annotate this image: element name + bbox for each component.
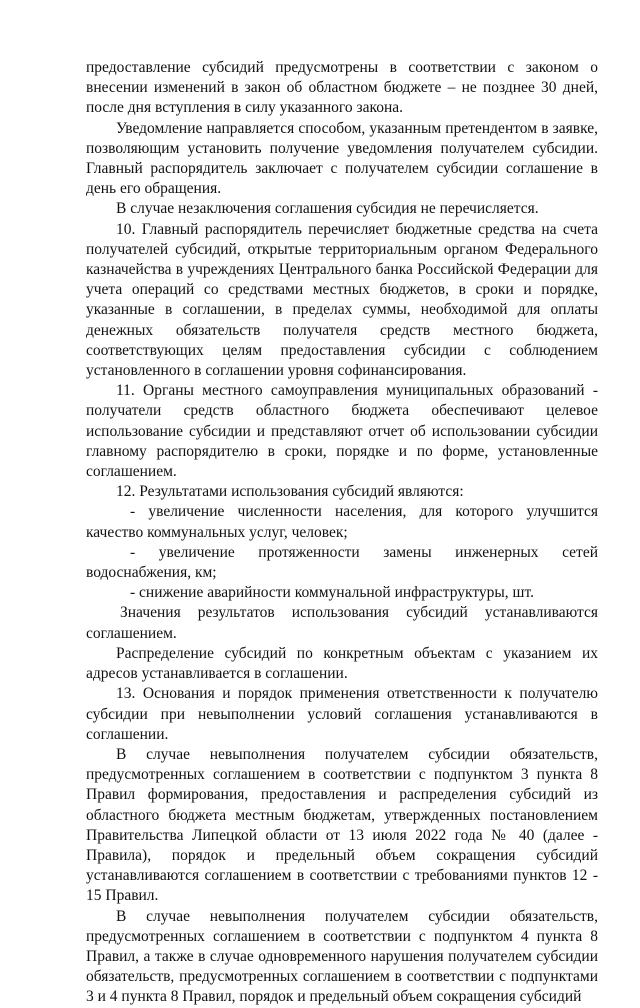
list-item-accidents: - снижение аварийности коммунальной инфраструктуры, шт. [130,584,534,602]
paragraph-item-11: 11. Органы местного самоуправления муниципальных образований - получатели средств областного бюджета обеспечивают целевое использование субсидии и представляют отчет об использовании субсидии главному распорядителю в сроки, порядке и по форме, установленные соглашением. [86,382,598,481]
paragraph-notification: Уведомление направляется способом, указанным претендентом в заявке, позволяющим установить получение уведомления получателем субсидии. Главный распорядитель заключает с получателем субсидии соглашение в день его обращения. [86,119,598,198]
paragraph-case-subparagraph-4: В случае невыполнения получателем субсидии обязательств, предусмотренных соглашением в соответствии с подпунктом 4 пункта 8 Правил, а также в случае одновременного нарушения получателем субсидии обязательств, предусмотренных соглашением в соответствии с подпунктами 3 и 4 пункта 8 Правил, порядок и предельный объем сокращения субсидий [86,907,598,1006]
list-item-population: - увеличение численности населения, для которого улучшится качество коммунальных услуг, человек; [86,503,598,541]
paragraph-distribution: Распределение субсидий по конкретным объектам с указанием их адресов устанавливается в соглашении. [86,644,598,683]
paragraph-item-13: 13. Основания и порядок применения ответственности к получателю субсидии при невыполнении условий соглашения устанавливаются в соглашении. [86,685,598,743]
paragraph-item-10: 10. Главный распорядитель перечисляет бюджетные средства на счета получателей субсидий, открытые территориальным органом Федерального казначейства в учреждениях Центрального банка Российской Федерации для учета операций со средствами местных бюджетов, в сроки и порядке, указанные в соглашении, в пределах суммы, необходимой для оплаты денежных обязательств получателя средств местного бюджета, соответствующих целям предоставления субсидии с соблюдением установленного в соглашении уровня софинансирования. [86,220,598,380]
paragraph-subsidy-deadline: предоставление субсидий предусмотрены в соответствии с законом о внесении изменений в закон об областном бюджете – не позднее 30 дней, после дня вступления в силу указанного закона. [86,59,598,117]
paragraph-result-values: Значения результатов использования субсидий устанавливаются соглашением. [86,604,598,642]
paragraph-no-agreement: В случае незаключения соглашения субсидия не перечисляется. [116,200,539,218]
document-page [86,58,598,1008]
paragraph-case-subparagraph-3: В случае невыполнения получателем субсидии обязательств, предусмотренных соглашением в соответствии с подпунктом 3 пункта 8 Правил формирования, предоставления и распределения субсидий из областного бюджета местным бюджетам, утвержденных постановлением Правительства Липецкой области от 13 июля 2022 года № 40 (далее - Правила), порядок и предельный объем сокращения субсидий устанавливаются соглашением в соответствии с требованиями пунктов 12 - 15 Правил. [86,745,598,905]
list-item-water-networks: - увеличение протяженности замены инженерных сетей водоснабжения, км; [86,543,598,582]
paragraph-item-12: 12. Результатами использования субсидий являются: [116,483,464,501]
